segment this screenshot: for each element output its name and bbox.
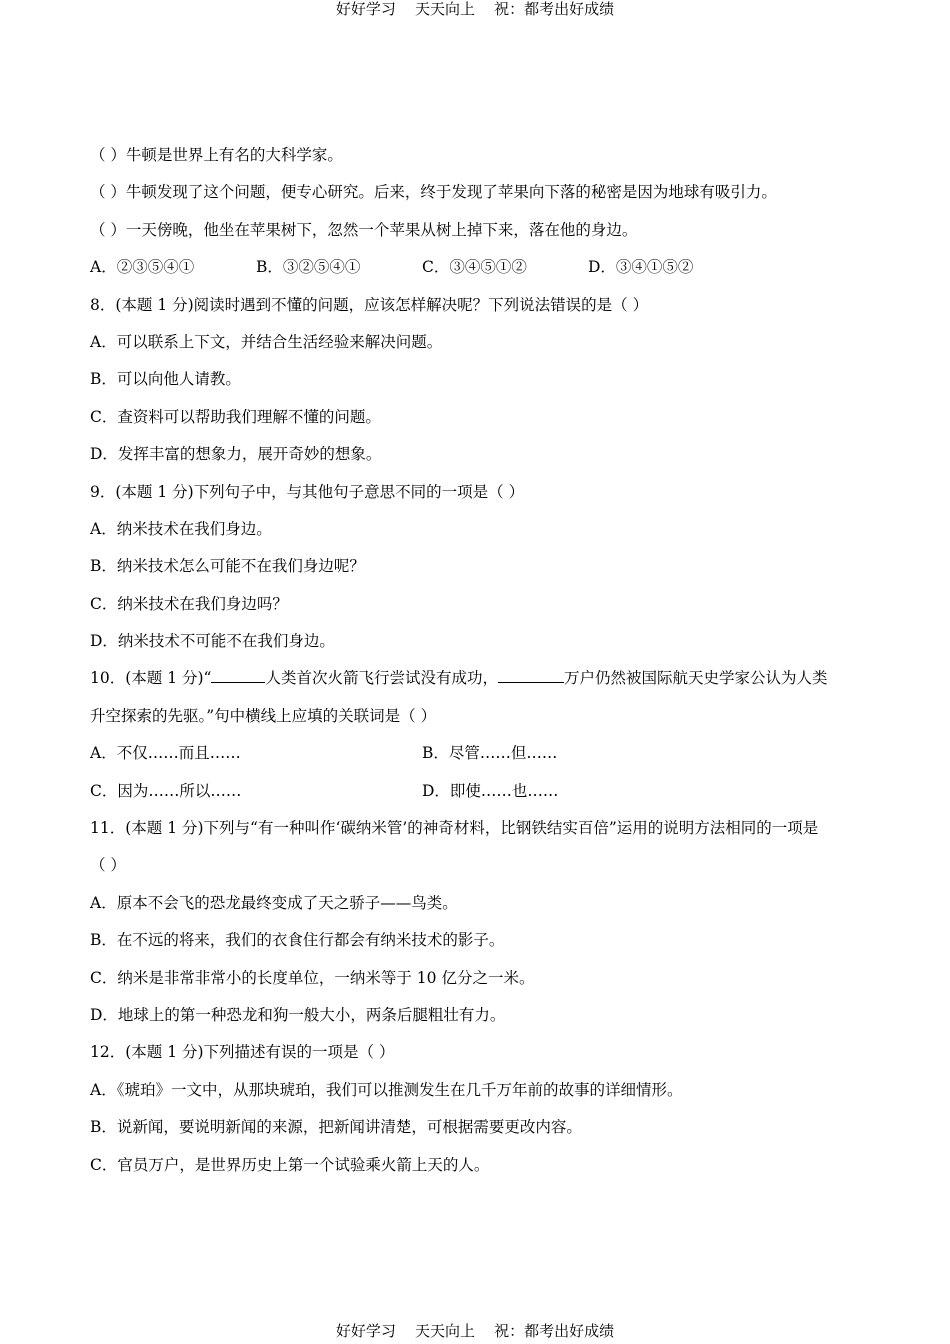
q9-stem: 9．(本题 1 分)下列句子中，与其他句子意思不同的一项是（ ）: [90, 482, 525, 501]
page-footer: 好好学习 天天向上 祝：都考出好成绩: [335, 1322, 615, 1340]
q11-option-a[interactable]: A．原本不会飞的恐龙最终变成了天之骄子——鸟类。: [90, 893, 458, 912]
q10-options-row1: [90, 739, 865, 776]
q12-stem: 12．(本题 1 分)下列描述有误的一项是（ ）: [90, 1043, 395, 1062]
q10-blank-1[interactable]: [211, 667, 265, 684]
q10-option-c[interactable]: C．因为……所以……: [90, 781, 242, 800]
q10-option-b[interactable]: B．尽管……但……: [422, 744, 558, 763]
q9-option-d[interactable]: D．纳米技术不可能不在我们身边。: [90, 632, 335, 651]
q7-option-b[interactable]: B．③②⑤④①: [256, 258, 361, 277]
q7-options: [90, 253, 865, 290]
q7-option-d[interactable]: D．③④①⑤②: [588, 258, 694, 277]
q9-option-c[interactable]: C．纳米技术在我们身边吗？: [90, 594, 288, 613]
q10-option-a[interactable]: A．不仅……而且……: [90, 744, 241, 763]
q9-option-a[interactable]: A．纳米技术在我们身边。: [90, 519, 272, 538]
q12-option-b[interactable]: B．说新闻，要说明新闻的来源，把新闻讲清楚，可根据需要更改内容。: [90, 1118, 582, 1137]
q7-item-1: （ ）牛顿是世界上有名的大科学家。: [90, 146, 343, 164]
q12-option-c[interactable]: C．官员万户，是世界历史上第一个试验乘火箭上天的人。: [90, 1155, 490, 1174]
q10-option-d[interactable]: D．即使……也……: [422, 781, 559, 800]
q9-option-b[interactable]: B．纳米技术怎么可能不在我们身边呢？: [90, 557, 365, 576]
q10-blank-2[interactable]: [498, 667, 564, 684]
q10-stem-part1: 10．(本题 1 分)“: [90, 669, 212, 688]
q10-stem-line2: 升空探索的先驱。”句中横线上应填的关联词是（ ）: [90, 706, 437, 725]
q11-stem-line2: （ ）: [90, 856, 126, 875]
q11-stem: 11．(本题 1 分)下列与“有一种叫作‘碳纳米管’的神奇材料，比钢铁结实百倍”运用的说明方法相同的一项是: [90, 819, 819, 838]
q8-option-c[interactable]: C．查资料可以帮助我们理解不懂的问题。: [90, 407, 381, 426]
q7-item-2: （ ）牛顿发现了这个问题，便专心研究。后来，终于发现了苹果向下落的秘密是因为地球有吸引力。: [90, 183, 777, 202]
page-header: 好好学习 天天向上 祝：都考出好成绩: [335, 0, 615, 18]
q7-option-c[interactable]: C．③④⑤①②: [422, 258, 527, 277]
q8-option-a[interactable]: A．可以联系上下文，并结合生活经验来解决问题。: [90, 332, 443, 351]
q8-stem: 8．(本题 1 分)阅读时遇到不懂的问题，应该怎样解决呢？下列说法错误的是（ ）: [90, 295, 649, 314]
exam-content: [90, 141, 865, 1188]
q8-option-d[interactable]: D．发挥丰富的想象力，展开奇妙的想象。: [90, 445, 382, 464]
q11-option-d[interactable]: D．地球上的第一种恐龙和狗一般大小，两条后腿粗壮有力。: [90, 1005, 506, 1024]
q7-item-3: （ ）一天傍晚，他坐在苹果树下，忽然一个苹果从树上掉下来，落在他的身边。: [90, 220, 638, 239]
q10-stem: [90, 664, 865, 701]
q12-option-a[interactable]: A．《琥珀》一文中，从那块琥珀，我们可以推测发生在几千万年前的故事的详细情形。: [90, 1080, 683, 1099]
q11-option-b[interactable]: B．在不远的将来，我们的衣食住行都会有纳米技术的影子。: [90, 931, 505, 950]
q10-stem-part3: 万户仍然被国际航天史学家公认为人类: [563, 669, 828, 688]
q7-option-a[interactable]: A．②③⑤④①: [90, 258, 195, 277]
q8-option-b[interactable]: B．可以向他人请教。: [90, 370, 241, 389]
q10-stem-part2: 人类首次火箭飞行尝试没有成功，: [265, 669, 498, 688]
q11-option-c[interactable]: C．纳米是非常非常小的长度单位，一纳米等于 10 亿分之一米。: [90, 968, 535, 987]
q10-options-row2: [90, 777, 865, 814]
